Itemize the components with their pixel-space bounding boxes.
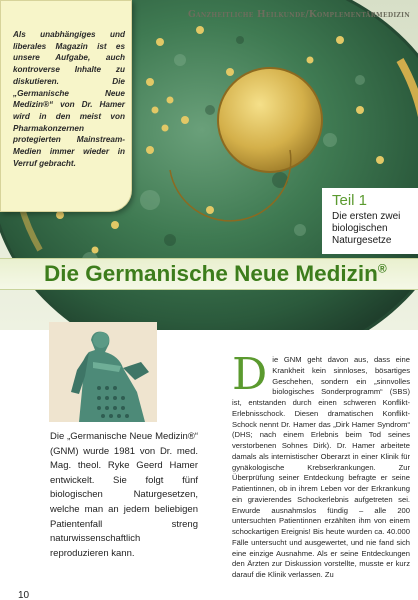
- page-number: 10: [18, 590, 30, 600]
- dropcap: D: [232, 349, 268, 400]
- part-number: Teil 1: [332, 192, 368, 209]
- editorial-callout: [0, 0, 132, 212]
- article-body-text: ie GNM geht davon aus, dass eine Krankheit kein sinnloses, bösartiges Geschehen, sondern ein „sinnvolles biologisches Sonderprogramm“ (SBS) ist, entstanden durch einen schweren Konflikt-Erlebnisschock. Diesen dramatischen Konflikt-Schock nennt Dr. Hamer das „Dirk Hamer Syndrom“ (DHS; nach einem Erlebnis beim Tod seines verstorbenen Sohnes Dirk). Dr. Hamer arbeitete damals als internistischer Oberarzt in einer Klinik für gynäkologische Krebserkrankungen. Zur Überprüfung seiner Entdeckung befragte er seine Patientinnen, ob in ihrem Leben vor der Erkrankung ein gravierendes Schockerlebnis aufgetreten sei. Erwurde ausnahmslos fündig – alle 200 untersuchten Patientinnen erzählten ihm von einem schockartigen Ereignis! Bis heute wurden ca. 40.000 Fälle untersucht und ausgewertet, und nie fand sich eine einzige Ausnahme. Als er seine Entdeckungen den Ärzten zur Diskussion vorstellte, musste er kurz darauf die Klinik verlassen. Zu: [232, 355, 410, 579]
- article-title: [44, 259, 418, 289]
- section-rubric: Ganzheitliche Heilkunde/Komplementärmedizin: [187, 10, 410, 20]
- registered-mark: ®: [377, 261, 387, 276]
- series-label: [322, 188, 418, 254]
- part-subtitle: Die ersten zwei biologischen Naturgesetze: [332, 211, 401, 246]
- callout-text: Als unabhängiges und liberales Magazin ist es unsere Aufgabe, auch kontroverse Inhalte zu diskutieren. Die „Germanische Neue Medizin®“ von Dr. Hamer wird in den meist von Pharmakonzernen protegierten Mainstream-Medien immer wieder in Verruf gebracht.: [13, 30, 125, 168]
- article-title-text: Die Germanische Neue Medizin: [44, 261, 378, 286]
- relief-figure-photo: [49, 322, 157, 422]
- intro-paragraph: Die „Germanische Neue Medizin®“ (GNM) wurde 1981 von Dr. med. Mag. theol. Ryke Geerd Hamer entwickelt. Sie folgt fünf biologischen Naturgesetzen, welche man an jedem beliebigen Patientenfall streng naturwissenschaftlich reproduzieren kann.: [50, 431, 198, 559]
- article-body: [232, 349, 410, 581]
